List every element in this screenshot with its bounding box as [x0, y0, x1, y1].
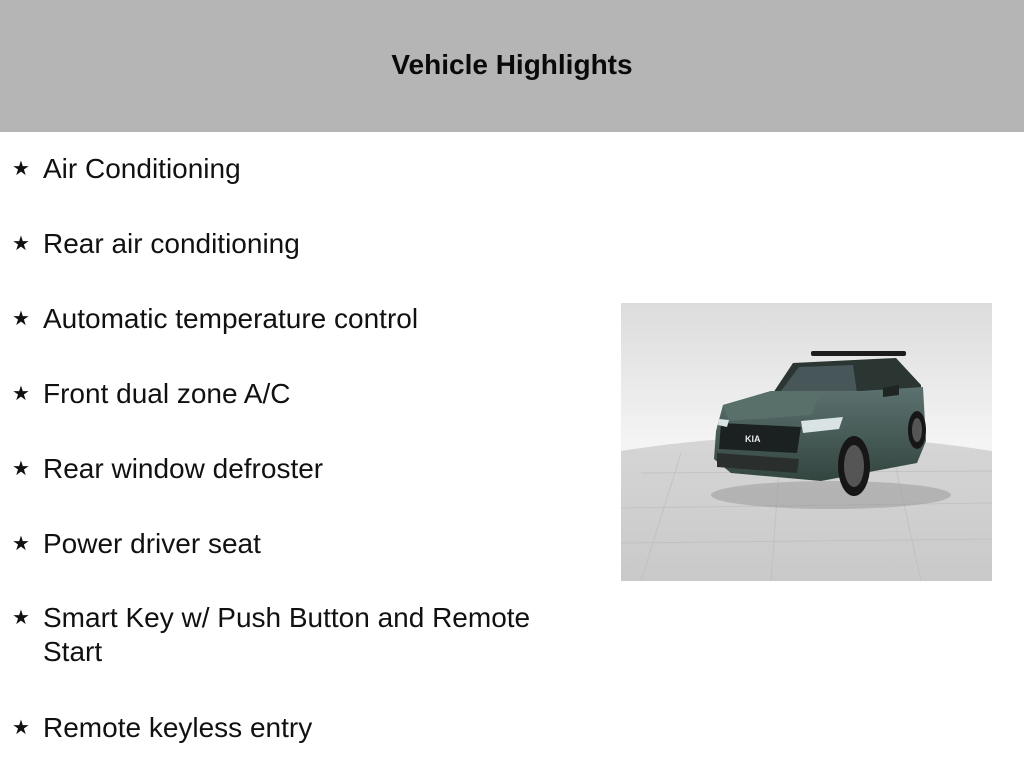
vehicle-photo	[621, 303, 992, 581]
feature-label: Smart Key w/ Push Button and Remote Start	[43, 602, 531, 667]
star-icon: ★	[12, 533, 30, 555]
feature-label: Front dual zone A/C	[43, 378, 291, 409]
star-icon: ★	[12, 233, 30, 255]
star-icon: ★	[12, 383, 30, 405]
star-icon: ★	[12, 458, 30, 480]
feature-label: Power driver seat	[43, 528, 261, 559]
star-icon: ★	[12, 607, 30, 629]
star-icon: ★	[12, 308, 30, 330]
list-item	[0, 452, 590, 486]
page-title: Vehicle Highlights	[391, 49, 633, 80]
star-icon: ★	[12, 158, 30, 180]
list-item	[0, 711, 590, 745]
feature-label: Remote keyless entry	[43, 712, 313, 743]
header-banner	[0, 0, 1024, 132]
feature-label: Air Conditioning	[43, 153, 241, 184]
list-item	[0, 601, 590, 669]
feature-label: Automatic temperature control	[43, 303, 419, 334]
list-item	[0, 302, 590, 336]
feature-label: Rear window defroster	[43, 453, 324, 484]
list-item	[0, 152, 590, 186]
feature-label: Rear air conditioning	[43, 228, 300, 259]
badge-text: KIA	[745, 434, 761, 444]
suv-vehicle-photo-icon	[621, 303, 992, 581]
list-item	[0, 227, 590, 261]
star-icon: ★	[12, 717, 30, 739]
list-item	[0, 377, 590, 411]
list-item	[0, 527, 590, 561]
